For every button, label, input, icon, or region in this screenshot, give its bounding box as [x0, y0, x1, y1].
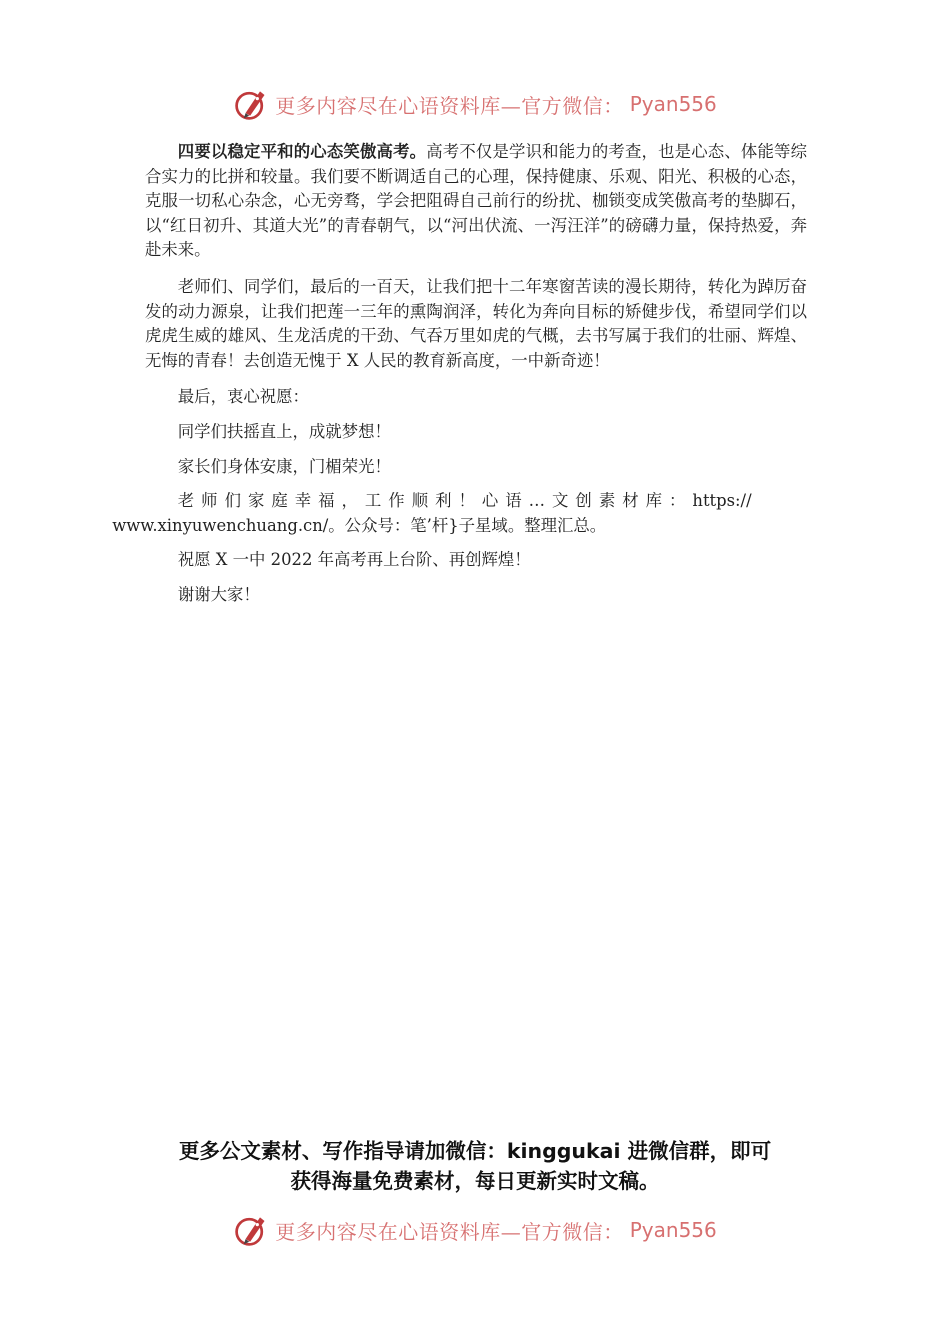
pen-nib-logo-icon [233, 1212, 269, 1248]
footer-line-2: 获得海量免费素材，每日更新实时文稿。 [290, 1169, 660, 1193]
paragraph-6-text: 老师们家庭幸福，工作顺利！心语…文创素材库： [177, 491, 693, 511]
paragraph-6 [112, 489, 807, 538]
banner-wechat-id: Pyan556 [629, 92, 717, 116]
paragraph-6-url-rest: www.xinyuwenchuang.cn/。公众号：笔’杆}子星域。整理汇总。 [112, 515, 607, 535]
paragraph-2: 老师们、同学们，最后的一百天，让我们把十二年寒窗苦读的漫长期待，转化为踔厉奋发的动力源泉，让我们把莲一三年的熏陶润泽，转化为奔向目标的矫健步伐，希望同学们以虎虎生威的雄风、生龙活虎的干劲、气吞万里如虎的气概，去书写属于我们的壮丽、辉煌、无悔的青春！去创造无愧于 X 人民的教育新高度，一中新奇迹！ [145, 276, 807, 370]
paragraph-8: 谢谢大家！ [177, 584, 260, 604]
footer-promo [0, 1136, 950, 1196]
banner-site-text: 更多内容尽在心语资料库—官方微信： [275, 93, 624, 118]
paragraph-1-heading: 四要以稳定平和的心态笑傲高考。 [177, 142, 427, 161]
banner-site-text: 更多内容尽在心语资料库—官方微信： [275, 1219, 624, 1244]
footer-line-1: 更多公文素材、写作指导请加微信：kinggukai 进微信群，即可 [178, 1139, 772, 1163]
paragraph-3: 最后，衷心祝愿： [177, 387, 309, 407]
document-body [112, 140, 807, 618]
banner-wechat-id: Pyan556 [629, 1218, 717, 1242]
pen-nib-logo-icon [233, 86, 269, 122]
paragraph-4: 同学们扶摇直上，成就梦想！ [177, 421, 391, 441]
paragraph-5: 家长们身体安康，门楣荣光！ [177, 456, 391, 476]
paragraph-6-url-start[interactable]: https:// [692, 491, 752, 511]
paragraph-1 [145, 140, 807, 263]
header-banner [0, 82, 950, 126]
footer-banner [0, 1208, 950, 1252]
paragraph-7: 祝愿 X 一中 2022 年高考再上台阶、再创辉煌！ [177, 550, 531, 570]
paragraph-1-text: 高考不仅是学识和能力的考查，也是心态、体能等综合实力的比拼和较量。我们要不断调适自己的心理，保持健康、乐观、阳光、积极的心态，克服一切私心杂念，心无旁骛，学会把阻碍自己前行的纷扰、枷锁变成笑傲高考的垫脚石，以“红日初升、其道大光”的青春朝气，以“河出伏流、一泻汪洋”的磅礴力量，保持热爱，奔赴未来。 [145, 142, 807, 260]
